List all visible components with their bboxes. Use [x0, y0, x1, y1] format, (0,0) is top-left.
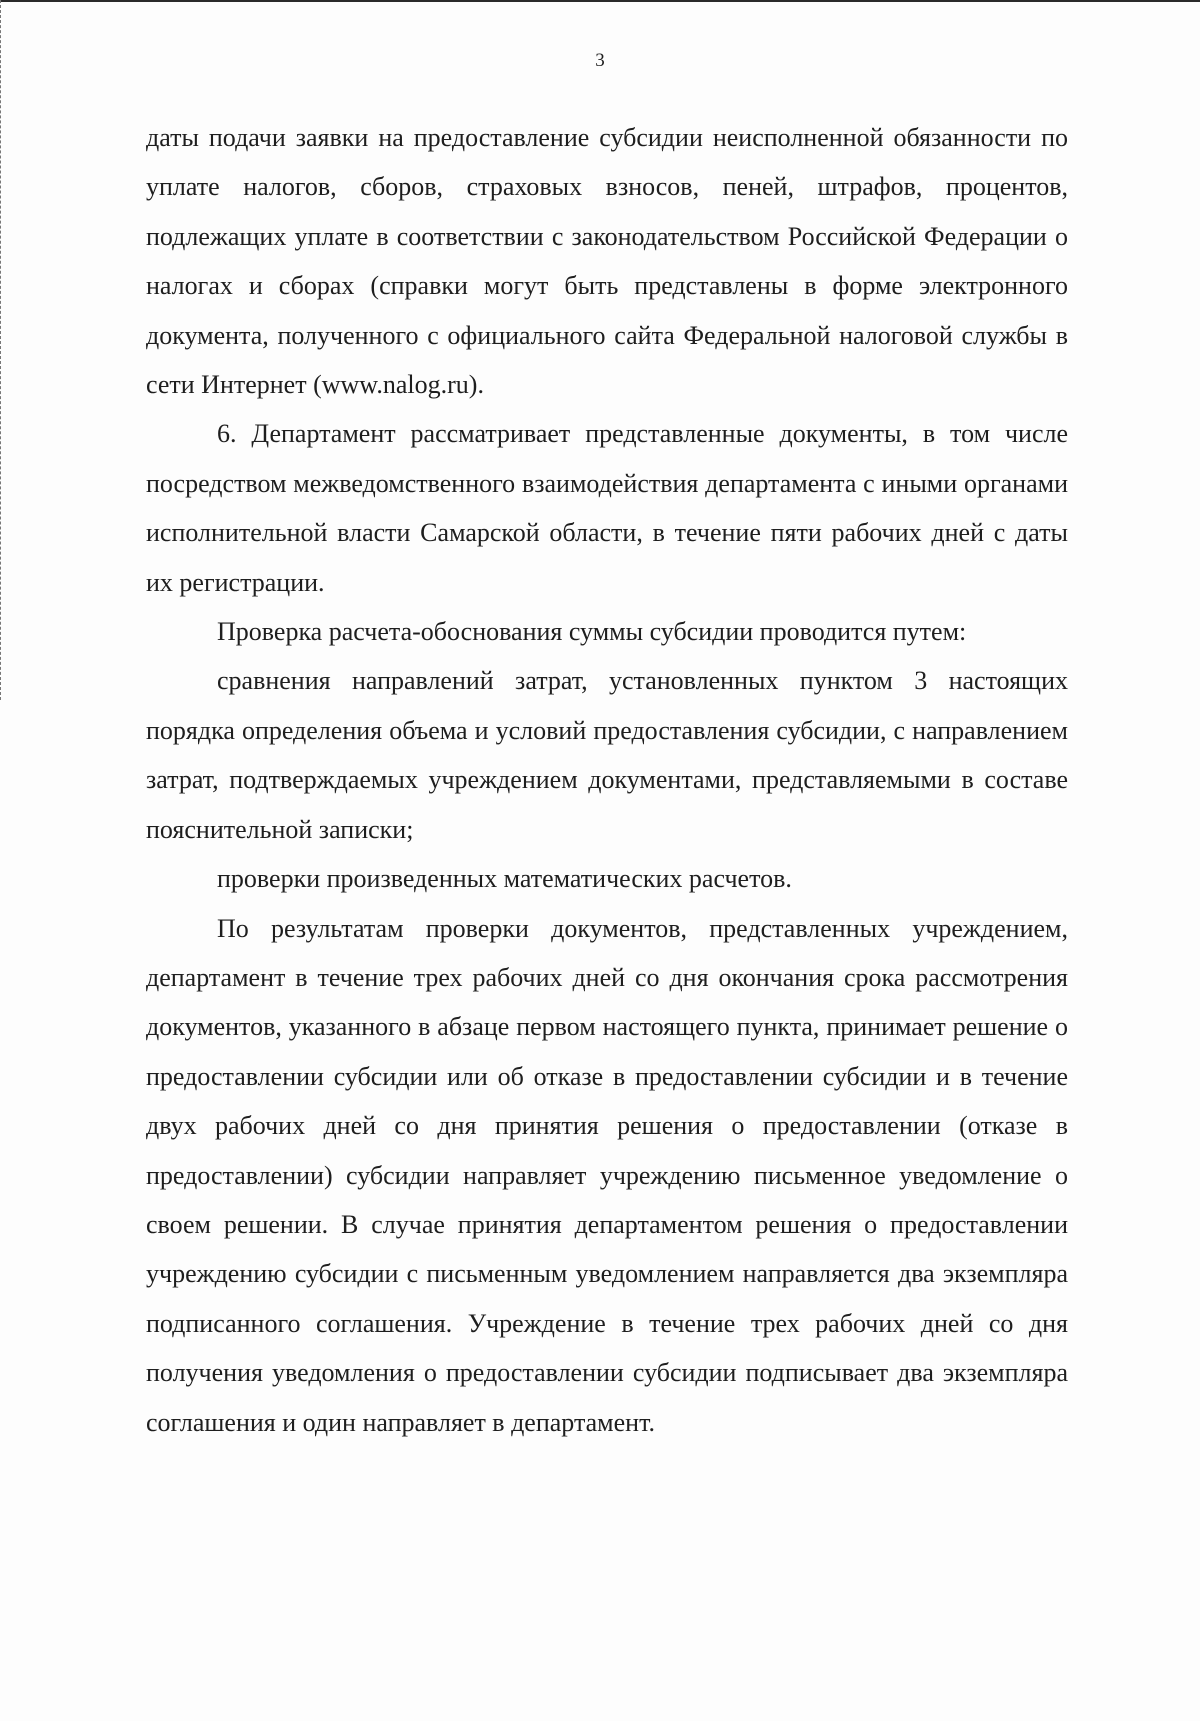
page-number: 3 [595, 50, 605, 71]
paragraph-math-check: проверки произведенных математических расчетов. [217, 864, 792, 894]
paragraph-verification-intro: Проверка расчета-обоснования суммы субсидии проводится путем: [217, 617, 967, 647]
document-body [146, 113, 1068, 1447]
paragraph-decision: По результатам проверки документов, представленных учреждением, департамент в течение трех рабочих дней со дня окончания срока рассмотрения документов, указанного в абзаце первом настоящего пункта, принимает решение о предоставлении субсидии или об отказе в предоставлении субсидии и в течение двух рабочих дней со дня принятия решения о предоставлении (отказе в предоставлении) субсидии направляет учреждению письменное уведомление о своем решении. В случае принятия департаментом решения о предоставлении учреждению субсидии с письменным уведомлением направляется два экземпляра подписанного соглашения. Учреждение в течение трех рабочих дней со дня получения уведомления о предоставлении субсидии подписывает два экземпляра соглашения и один направляет в департамент. [146, 913, 1068, 1437]
paragraph-department-review: 6. Департамент рассматривает представленные документы, в том числе посредством межведомственного взаимодействия департамента с иными органами исполнительной власти Самарской области, в течение пяти рабочих дней с даты их регистрации. [146, 419, 1068, 597]
paragraph-tax-obligations: даты подачи заявки на предоставление субсидии неисполненной обязанности по уплате налогов, сборов, страховых взносов, пеней, штрафов, процентов, подлежащих уплате в соответствии с законодательством Российской Федерации о налогах и сборах (справки могут быть представлены в форме электронного документа, полученного с официального сайта Федеральной налоговой службы в сети Интернет (www.nalog.ru). [146, 123, 1068, 400]
paragraph-cost-comparison: сравнения направлений затрат, установленных пунктом 3 настоящих порядка определения объема и условий предоставления субсидии, с направлением затрат, подтверждаемых учреждением документами, представляемыми в составе пояснительной записки; [146, 666, 1068, 844]
left-margin-marks [0, 0, 3, 700]
top-border-line [0, 0, 1200, 2]
